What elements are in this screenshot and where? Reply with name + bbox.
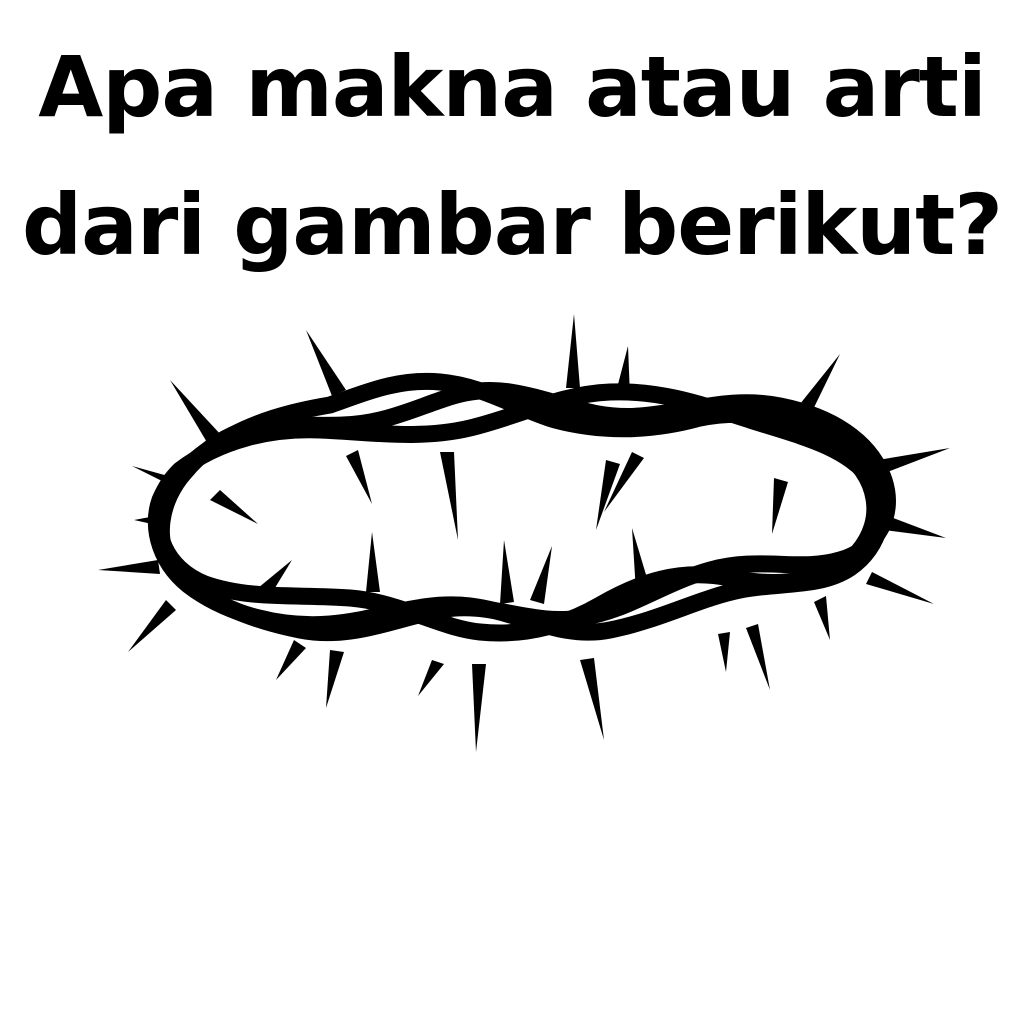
- thorn: [580, 658, 604, 740]
- thorn: [866, 572, 934, 604]
- thorn: [746, 624, 770, 690]
- thorn: [128, 600, 176, 652]
- question-line-2: dari gambar berikut?: [22, 176, 1002, 274]
- thorn: [530, 546, 552, 604]
- thorn: [500, 540, 514, 604]
- thorn: [210, 490, 258, 524]
- thorn: [306, 330, 346, 396]
- thorn: [718, 632, 730, 672]
- thorn: [366, 532, 380, 592]
- thorn: [418, 660, 444, 696]
- question-line-1: Apa makna atau arti: [38, 38, 986, 136]
- thorn: [170, 380, 222, 444]
- thorn: [440, 452, 458, 540]
- thorn: [276, 640, 306, 680]
- thorn: [472, 664, 486, 752]
- thorn: [326, 650, 344, 708]
- thorn: [98, 560, 160, 574]
- thorn: [772, 478, 788, 534]
- thorn: [346, 450, 372, 504]
- thorn: [814, 596, 830, 640]
- thorns: [98, 314, 950, 752]
- thorn: [566, 314, 580, 388]
